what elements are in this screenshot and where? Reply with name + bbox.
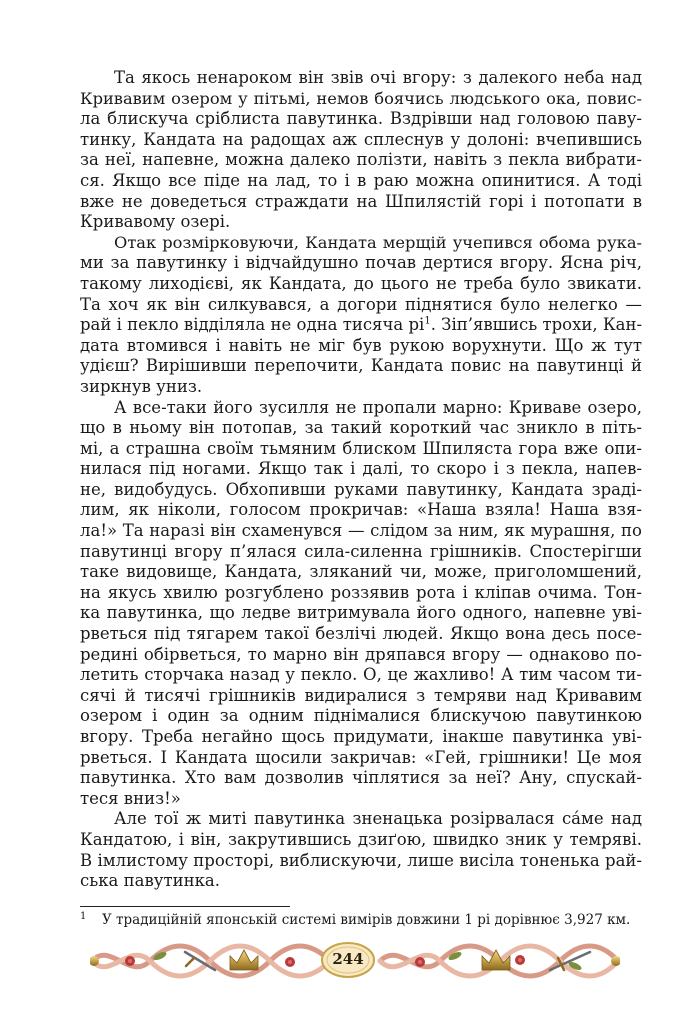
text-line: павутинка. Хто вам дозволив чіплятися за неї? Ану, спускай- [80,768,642,788]
text-line: рветься під тягарем такої безлічі людей. Якщо вона десь посе- [80,624,642,644]
text-line: Кривавому озері. [80,212,231,232]
text-line: сячі й тисячі грішників видиралися з темряви над Кривавим [80,685,642,705]
footnote-divider [80,906,290,907]
text-line: мі, а страшна своїм тьмяним блиском Шпиляста гора вже опи- [80,438,642,458]
text-line: Отак розмірковуючи, Кандата мерщій учепився обома рука- [114,232,642,252]
text-line: лим, як ніколи, голосом прокричав: «Наша взяла! Наша взя- [80,500,642,520]
text-line: озером і один за одним піднімалися блискучою павутинкою [80,706,642,726]
text-line: теся вниз!» [80,788,181,808]
text-line: вже не доведеться страждати на Шпилястій горі і потопати в [80,191,642,211]
text-line: ла блискуча сріблиста павутинка. Вздрівши над головою паву- [80,109,642,129]
text-segment: . Зіп’явшись трохи, Кан- [430,315,643,335]
text-line: Та якось ненароком він звів очі вгору: з далекого неба над [114,68,642,87]
paragraph-4 [80,809,642,891]
text-line: на якусь хвилю розгублено роззявив рота і кліпав очима. Тон- [80,582,642,602]
text-line: не, видобудусь. Обхопивши руками павутинку, Кандата зраді- [80,479,642,499]
text-segment: рай і пекло відділяла не одна тисяча рі [80,315,425,335]
paragraph-3 [80,398,642,810]
crown-icon [230,950,258,970]
text-line: ка павутинка, що ледве витримувала його одного, напевне уві- [80,603,642,623]
rose-icon [515,955,525,965]
text-line: Та хоч як він силкувався, а догори піднятися було нелегко — [80,294,642,314]
page-number: 244 [332,950,364,968]
text-line: павутинці вгору п’ялася сила-силенна грішників. Спостерігши [80,541,642,561]
footnote: 1 У традиційній японській системі вимірів довжини 1 рі дорівнює 3,927 км. [80,910,631,928]
text-line: ми за павутинку і відчайдушно почав дертися вгору. Ясна річ, [80,253,642,273]
text-line: Кривавим озером у пітьмі, немов боячись людського ока, повис- [80,88,642,108]
rose-icon [125,956,135,966]
footnote-reference[interactable]: 1 [424,315,431,327]
text-line: Кандатою, і він, закрутившись дзиґою, швидко зник у темряві. [80,829,642,849]
text-line: А все-таки його зусилля не пропали марно: Криваве озеро, [114,397,642,417]
text-line: ська павутинка. [80,871,220,891]
text-line-with-footnote [80,315,642,336]
text-line: дата втомився і навіть не міг був рукою ворухнути. Що ж тут [80,335,642,355]
text-line: ся. Якщо все піде на лад, то і в раю можна опинитися. А тоді [80,170,642,190]
rose-icon [415,957,425,967]
text-line: редині обірветься, то марно він дряпався вгору — однаково по- [80,644,642,664]
rose-icon [285,957,295,967]
text-line: Але тої ж миті павутинка зненацька розірвалася са́ме над [114,809,642,829]
text-line: рветься. І Кандата щосили закричав: «Гей, грішники! Це моя [80,747,642,767]
text-line: вгору. Треба негайно щось придумати, інакше павутинка уві- [80,727,642,746]
story-text [80,68,642,892]
text-line: що в ньому він потопав, за такий короткий час зникло в піть- [80,418,642,438]
text-line: летить сторчака назад у пекло. О, це жахливо! А тим часом ти- [80,665,642,685]
paragraph-1 [80,68,642,233]
paragraph-2 [80,233,642,398]
footnote-text: У традиційній японській системі вимірів довжини 1 рі дорівнює 3,927 км. [102,912,631,928]
text-line: ла!» Та наразі він схаменувся — слідом за ним, як мурашня, по [80,521,642,541]
text-line: нилася під ногами. Якщо так і далі, то скоро і з пекла, напев- [80,459,642,479]
text-line: тинку, Кандата на радощах аж сплеснув у долоні: вчепившись [80,129,642,149]
text-line: такому лиходієві, як Кандата, до цього не треба було звикати. [80,273,642,293]
text-line: В імлистому просторі, виблискуючи, лише висіла тоненька рай- [80,850,642,870]
text-line: зиркнув униз. [80,376,203,396]
text-line: удієш? Вирішивши перепочити, Кандата повис на павутинці й [80,356,642,376]
text-line: за неї, напевне, можна далеко полізти, навіть з пекла вибрати- [80,150,642,170]
text-line: таке видовище, Кандата, зляканий чи, може, приголомшений, [80,562,642,582]
